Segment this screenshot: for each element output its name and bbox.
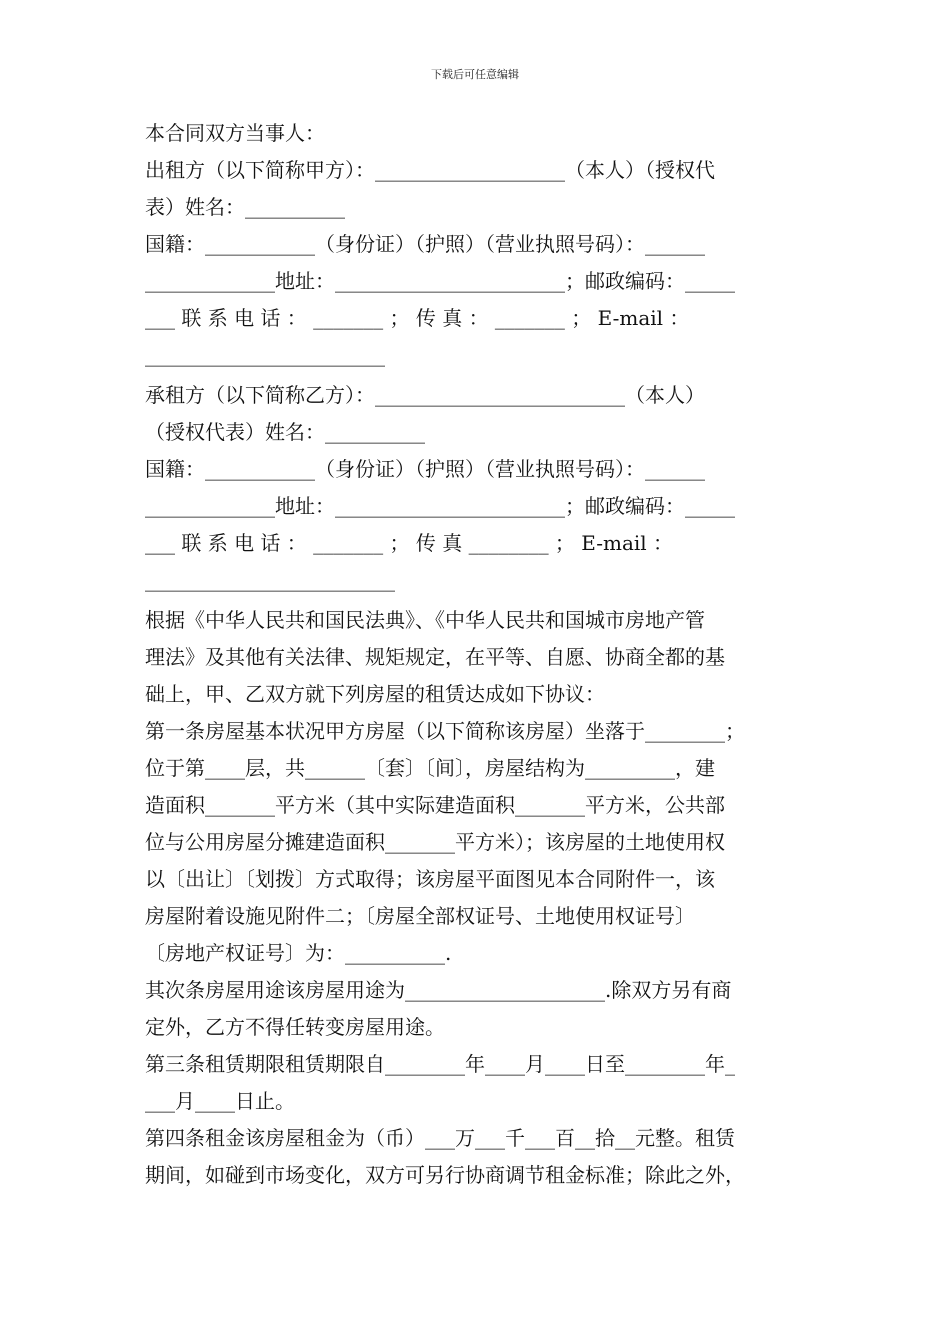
- lessor-email-line: ________________________: [145, 343, 385, 367]
- article-4-line-2: 期间，如碰到市场变化，双方可另行协商调节租金标准；除此之外，: [145, 1163, 745, 1187]
- header-note: 下载后可任意编辑: [431, 68, 519, 81]
- preamble-line-1: 根据《中华人民共和国民法典》、《中华人民共和国城市房地产管: [145, 608, 705, 632]
- lessee-name-line: （授权代表）姓名：__________: [145, 420, 425, 444]
- lessor-name-line: 表）姓名：__________: [145, 195, 345, 219]
- lessor-nationality-line: 国籍：___________（身份证）（护照）（营业执照号码）：______: [145, 232, 705, 256]
- article-1-line-3: 造面积_______平方米（其中实际建造面积_______平方米，公共部: [145, 793, 725, 817]
- lessor-address-line: _____________地址：_______________________；邮政编码：_____: [145, 269, 735, 293]
- article-1-line-5: 以〔出让〕〔划拨〕方式取得；该房屋平面图见本合同附件一，该: [145, 867, 715, 891]
- article-1-line-4: 位与公用房屋分摊建造面积_______平方米）；该房屋的土地使用权: [145, 830, 725, 854]
- article-2-line-2: 定外，乙方不得任转变房屋用途。: [145, 1015, 445, 1039]
- lessee-contact-line: ___ 联 系 电 话 ： _______ ； 传 真 ________ ； E-mail ：: [145, 531, 674, 555]
- lessee-address-line: _____________地址：_______________________；邮政编码：_____: [145, 494, 735, 518]
- contract-body: [145, 115, 820, 1194]
- article-1-line-7: 〔房地产权证号〕为：__________.: [145, 941, 452, 965]
- lessee-nationality-line: 国籍：___________（身份证）（护照）（营业执照号码）：______: [145, 457, 705, 481]
- article-3-line-1: 第三条租赁期限租赁期限自________年____月____日至________年_: [145, 1052, 735, 1076]
- article-1-line-1: 第一条房屋基本状况甲方房屋（以下简称该房屋）坐落于________；: [145, 719, 745, 743]
- article-1-line-2: 位于第____层，共______〔套〕〔间〕，房屋结构为_________，建: [145, 756, 715, 780]
- lessee-line: 承租方（以下简称乙方）：_________________________（本人）: [145, 383, 705, 407]
- parties-heading: 本合同双方当事人：: [145, 121, 325, 145]
- article-3-line-2: ___月____日止。: [145, 1089, 295, 1113]
- article-2-line-1: 其次条房屋用途该房屋用途为____________________.除双方另有商: [145, 978, 732, 1002]
- preamble-line-2: 理法》及其他有关法律、规矩规定，在平等、自愿、协商全都的基: [145, 645, 725, 669]
- preamble-line-3: 础上，甲、乙双方就下列房屋的租赁达成如下协议：: [145, 682, 605, 706]
- lessee-email-line: _________________________: [145, 568, 395, 592]
- lessor-line: 出租方（以下简称甲方）：___________________（本人）（授权代: [145, 158, 715, 182]
- article-4-line-1: 第四条租金该房屋租金为（币）___万___千___百__拾__元整。租赁: [145, 1126, 735, 1150]
- lessor-contact-line: ___ 联 系 电 话 ： _______ ； 传 真 ： _______ ； E-mail ：: [145, 306, 690, 330]
- article-1-line-6: 房屋附着设施见附件二；〔房屋全部权证号、土地使用权证号〕: [145, 904, 695, 928]
